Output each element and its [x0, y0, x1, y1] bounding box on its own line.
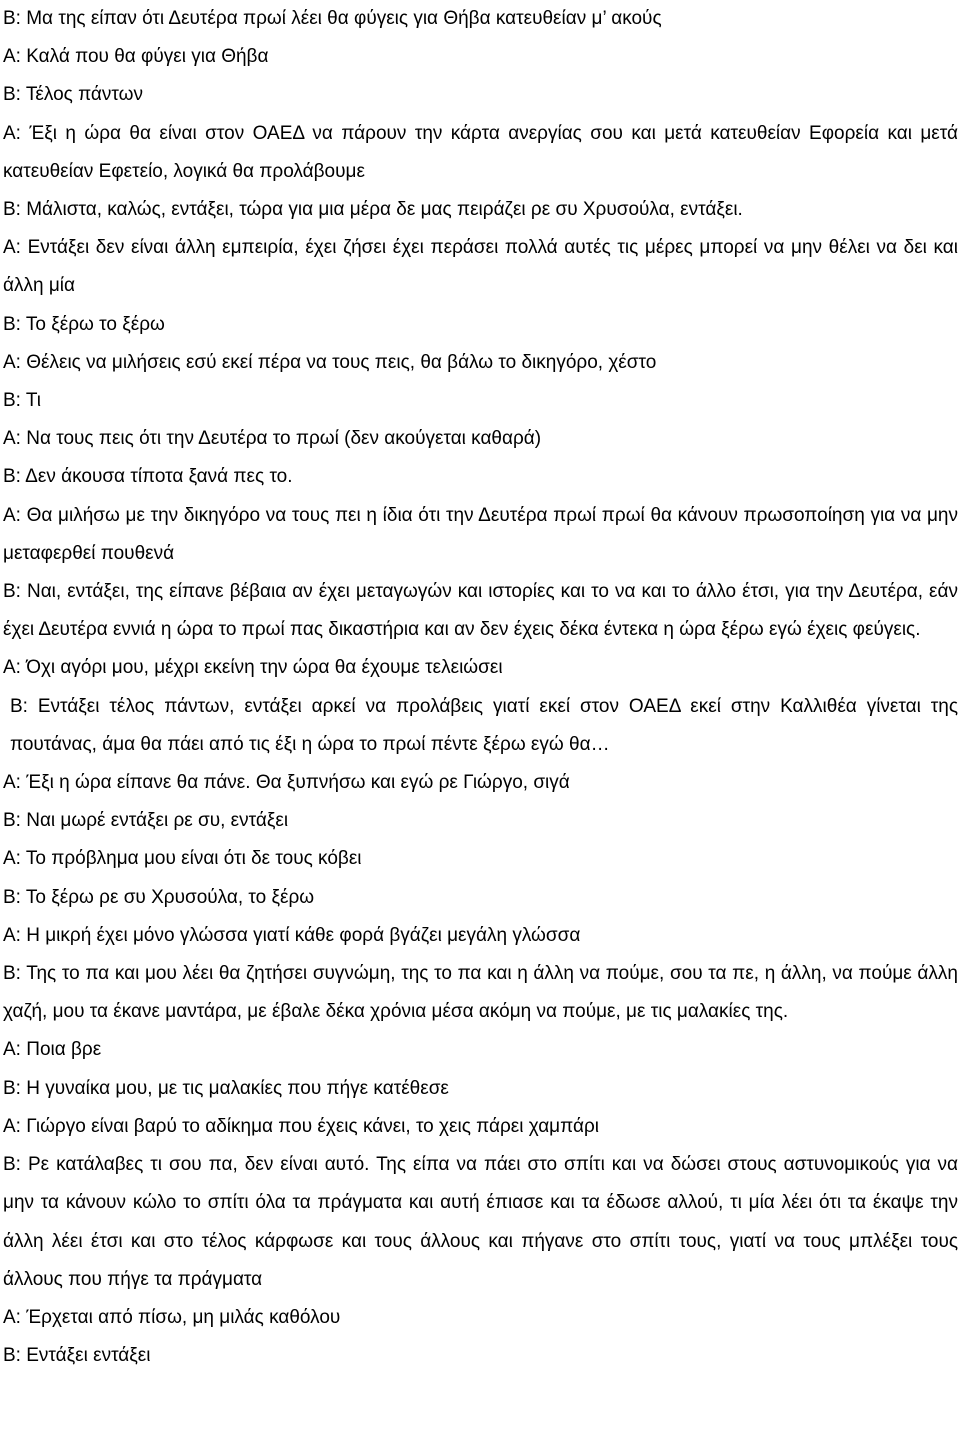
dialogue-line: Β: Μάλιστα, καλώς, εντάξει, τώρα για μια μέρα δε μας πειράζει ρε συ Χρυσούλα, εντάξει. [3, 199, 743, 221]
dialogue-line: Β: Το ξέρω ρε συ Χρυσούλα, το ξέρω [3, 886, 315, 908]
transcript-page [3, 0, 958, 1375]
dialogue-line: Β: Η γυναίκα μου, με τις μαλακίες που πήγε κατέθεσε [3, 1077, 449, 1099]
dialogue-line: Α: Γιώργο είναι βαρύ το αδίκημα που έχεις κάνει, το χεις πάρει χαμπάρι [3, 1115, 599, 1137]
dialogue-line: Β: Τι [3, 390, 42, 412]
dialogue-line: Β: Ναι, εντάξει, της είπανε βέβαια αν έχει μεταγωγών και ιστορίες και το να και το άλλο έτσι, για την Δευτέρα, εάν έχει Δευτέρα εννιά η ώρα το πρωί πας δικαστήρια και αν δεν έχεις δέκα έντεκα η ώρα ξέρω εγώ έχεις φεύγεις. [3, 581, 958, 641]
dialogue-line: Β: Ρε κατάλαβες τι σου πα, δεν είναι αυτό. Της είπα να πάει στο σπίτι και να δώσει στους αστυνομικούς για να μην τα κάνουν κώλο το σπίτι όλα τα πράγματα και αυτή έπιασε και τα έδωσε αλλού, τι μία λέει ότι τα έκαψε την άλλη λέει έτσι και στο τέλος κάρφωσε και τους άλλους και πήγανε στο σπίτι τους, γιατί να τους μπλέξει τους άλλους που πήγε τα πράγματα [3, 1154, 958, 1290]
dialogue-line: Α: Έξι η ώρα είπανε θα πάνε. Θα ξυπνήσω και εγώ ρε Γιώργο, σιγά [3, 772, 570, 794]
dialogue-line: Α: Καλά που θα φύγει για Θήβα [3, 46, 269, 68]
dialogue-line: Β: Τέλος πάντων [3, 84, 143, 106]
dialogue-line: Α: Θέλεις να μιλήσεις εσύ εκεί πέρα να τους πεις, θα βάλω το δικηγόρο, χέστο [3, 351, 657, 373]
dialogue-line: Α: Το πρόβλημα μου είναι ότι δε τους κόβει [3, 848, 362, 870]
dialogue-line: Β: Μα της είπαν ότι Δευτέρα πρωί λέει θα φύγεις για Θήβα κατευθείαν μ’ ακούς [3, 8, 662, 29]
dialogue-line: Α: Έξι η ώρα θα είναι στον ΟΑΕΔ να πάρουν την κάρτα ανεργίας σου και μετά κατευθείαν Εφορεία και μετά κατευθείαν Εφετείο, λογικά θα προλάβουμε [3, 122, 958, 182]
dialogue-line: Β: Το ξέρω το ξέρω [3, 313, 165, 335]
dialogue-line: Β: Δεν άκουσα τίποτα ξανά πες το. [3, 466, 293, 488]
dialogue-line: Α: Η μικρή έχει μόνο γλώσσα γιατί κάθε φορά βγάζει μεγάλη γλώσσα [3, 924, 581, 946]
dialogue-line: Β: Ναι μωρέ εντάξει ρε συ, εντάξει [3, 810, 289, 832]
dialogue-line: Α: Εντάξει δεν είναι άλλη εμπειρία, έχει ζήσει έχει περάσει πολλά αυτές τις μέρες μπορεί να μην θέλει να δει και άλλη μία [3, 237, 958, 297]
dialogue-line: Α: Θα μιλήσω με την δικηγόρο να τους πει η ίδια ότι την Δευτέρα πρωί πρωί θα κάνουν πρωσοποίηση για να μην μεταφερθεί πουθενά [3, 504, 958, 564]
dialogue-line: Β: Της το πα και μου λέει θα ζητήσει συγνώμη, της το πα και η άλλη να πούμε, σου τα πε, η άλλη, να πούμε άλλη χαζή, μου τα έκανε μαντάρα, με έβαλε δέκα χρόνια μέσα ακόμη να πούμε, με τις μαλακίες της. [3, 963, 958, 1023]
dialogue-line: Α: Να τους πεις ότι την Δευτέρα το πρωί (δεν ακούγεται καθαρά) [3, 428, 542, 450]
dialogue-line: Α: Όχι αγόρι μου, μέχρι εκείνη την ώρα θα έχουμε τελειώσει [3, 657, 503, 679]
dialogue-line: Α: Έρχεται από πίσω, μη μιλάς καθόλου [3, 1306, 341, 1328]
dialogue-line: Β: Εντάξει εντάξει [3, 1345, 151, 1367]
dialogue-line: Α: Ποια βρε [3, 1039, 102, 1061]
dialogue-line: Β: Εντάξει τέλος πάντων, εντάξει αρκεί να προλάβεις γιατί εκεί στον ΟΑΕΔ εκεί στην Καλλιθέα γίνεται της πουτάνας, άμα θα πάει από τις έξι η ώρα το πρωί πέντε ξέρω εγώ θα… [10, 695, 958, 755]
